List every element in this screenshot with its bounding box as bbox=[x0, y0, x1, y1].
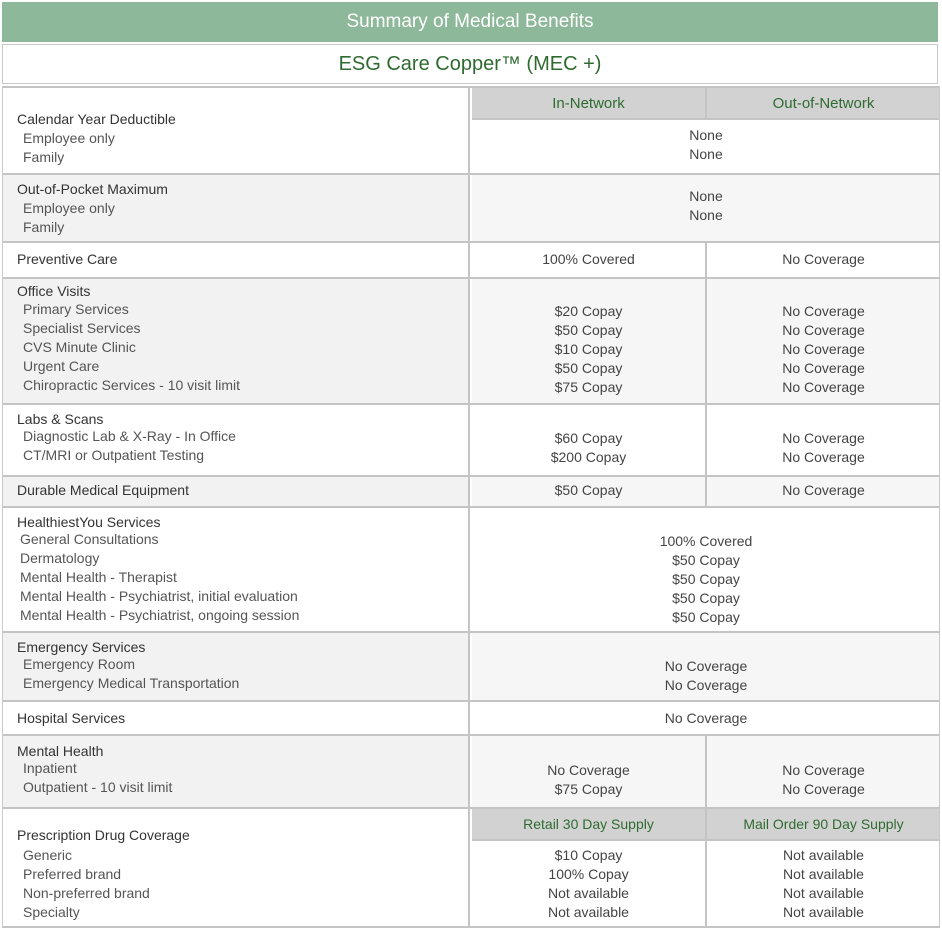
in-network-value: $75 Copay bbox=[554, 781, 623, 797]
row-label: Family bbox=[23, 219, 65, 235]
value-cell: 100% Covered bbox=[659, 533, 753, 549]
oop-section bbox=[2, 173, 940, 242]
page-title: Summary of Medical Benefits bbox=[2, 2, 938, 42]
preventive-section bbox=[2, 241, 940, 278]
hospital-section bbox=[2, 700, 940, 735]
dme-section bbox=[2, 475, 940, 507]
retail-value: Not available bbox=[548, 885, 629, 901]
in-network-value: $50 Copay bbox=[554, 360, 623, 376]
row-label: Dermatology bbox=[20, 550, 100, 566]
emergency-section bbox=[2, 631, 940, 701]
section-title: Out-of-Pocket Maximum bbox=[17, 181, 168, 197]
in-network-value: No Coverage bbox=[547, 762, 630, 778]
row-label: CT/MRI or Outpatient Testing bbox=[23, 447, 205, 463]
row-label: Specialist Services bbox=[23, 320, 141, 336]
value-cell: $50 Copay bbox=[672, 571, 740, 587]
in-network-header: In-Network bbox=[472, 88, 705, 120]
retail-value: Not available bbox=[548, 904, 629, 920]
in-network-value: $60 Copay bbox=[554, 430, 623, 446]
row-label: General Consultations bbox=[20, 531, 159, 547]
row-label: Preferred brand bbox=[23, 866, 122, 882]
row-label: Mental Health - Psychiatrist, initial evaluation bbox=[20, 588, 298, 604]
in-network-value: $200 Copay bbox=[550, 449, 627, 465]
row-label: Employee only bbox=[23, 130, 115, 146]
row-label: Emergency Medical Transportation bbox=[23, 675, 240, 691]
value-cell: $50 Copay bbox=[672, 552, 740, 568]
row-label: Emergency Room bbox=[23, 656, 136, 672]
in-network-value: $75 Copay bbox=[554, 379, 623, 395]
value-cell: $50 Copay bbox=[672, 609, 740, 625]
out-network-value: No Coverage bbox=[782, 762, 865, 778]
in-network-value: $10 Copay bbox=[554, 341, 623, 357]
out-network-value: No Coverage bbox=[782, 482, 865, 498]
section-title: Calendar Year Deductible bbox=[17, 111, 176, 127]
row-label: Outpatient - 10 visit limit bbox=[23, 779, 173, 795]
value-cell: No Coverage bbox=[664, 710, 748, 726]
row-label: Urgent Care bbox=[23, 358, 100, 374]
out-network-value: No Coverage bbox=[782, 322, 865, 338]
in-network-value: 100% Covered bbox=[542, 251, 635, 267]
mail-order-header: Mail Order 90 Day Supply bbox=[707, 809, 940, 841]
retail-supply-header: Retail 30 Day Supply bbox=[472, 809, 705, 841]
out-network-value: No Coverage bbox=[782, 360, 865, 376]
mail-value: Not available bbox=[783, 904, 864, 920]
mail-value: Not available bbox=[783, 847, 864, 863]
rx-section bbox=[2, 807, 940, 926]
in-network-value: $50 Copay bbox=[554, 482, 623, 498]
deductible-section bbox=[2, 86, 940, 174]
value-cell: No Coverage bbox=[664, 658, 748, 674]
mail-value: Not available bbox=[783, 866, 864, 882]
row-label: Generic bbox=[23, 847, 73, 863]
value-cell: $50 Copay bbox=[672, 590, 740, 606]
out-network-value: No Coverage bbox=[782, 379, 865, 395]
section-title: Hospital Services bbox=[17, 710, 126, 726]
office-visits-section bbox=[2, 277, 940, 404]
healthiestyou-section bbox=[2, 506, 940, 632]
section-title: Office Visits bbox=[17, 283, 91, 299]
section-title: Durable Medical Equipment bbox=[17, 482, 189, 498]
value-cell: None bbox=[689, 207, 723, 223]
section-title: Mental Health bbox=[17, 743, 104, 759]
in-network-value: $20 Copay bbox=[554, 303, 623, 319]
section-title: Preventive Care bbox=[17, 251, 118, 267]
row-label: Non-preferred brand bbox=[23, 885, 150, 901]
labs-section bbox=[2, 403, 940, 476]
section-title: HealthiestYou Services bbox=[17, 514, 161, 530]
section-title: Emergency Services bbox=[17, 639, 146, 655]
row-label: CVS Minute Clinic bbox=[23, 339, 136, 355]
retail-value: $10 Copay bbox=[554, 847, 623, 863]
retail-value: 100% Copay bbox=[548, 866, 629, 882]
value-cell: None bbox=[689, 127, 723, 143]
section-title: Prescription Drug Coverage bbox=[17, 827, 190, 843]
mail-value: Not available bbox=[783, 885, 864, 901]
mental-health-section bbox=[2, 734, 940, 808]
in-network-value: $50 Copay bbox=[554, 322, 623, 338]
out-network-value: No Coverage bbox=[782, 251, 865, 267]
out-network-value: No Coverage bbox=[782, 341, 865, 357]
row-label: Inpatient bbox=[23, 760, 77, 776]
value-cell: None bbox=[689, 146, 723, 162]
row-label: Family bbox=[23, 149, 65, 165]
table-bottom-border bbox=[2, 926, 940, 928]
row-label: Primary Services bbox=[23, 301, 129, 317]
plan-name: ESG Care Copper™ (MEC +) bbox=[2, 44, 938, 84]
out-network-value: No Coverage bbox=[782, 303, 865, 319]
out-network-header: Out-of-Network bbox=[707, 88, 940, 120]
row-label: Chiropractic Services - 10 visit limit bbox=[23, 377, 241, 393]
row-label: Diagnostic Lab & X-Ray - In Office bbox=[23, 428, 236, 444]
row-label: Mental Health - Therapist bbox=[20, 569, 177, 585]
out-network-value: No Coverage bbox=[782, 449, 865, 465]
value-cell: None bbox=[689, 188, 723, 204]
out-network-value: No Coverage bbox=[782, 430, 865, 446]
out-network-value: No Coverage bbox=[782, 781, 865, 797]
row-label: Employee only bbox=[23, 200, 115, 216]
value-cell: No Coverage bbox=[664, 677, 748, 693]
section-title: Labs & Scans bbox=[17, 411, 104, 427]
row-label: Specialty bbox=[23, 904, 80, 920]
row-label: Mental Health - Psychiatrist, ongoing session bbox=[20, 607, 300, 623]
